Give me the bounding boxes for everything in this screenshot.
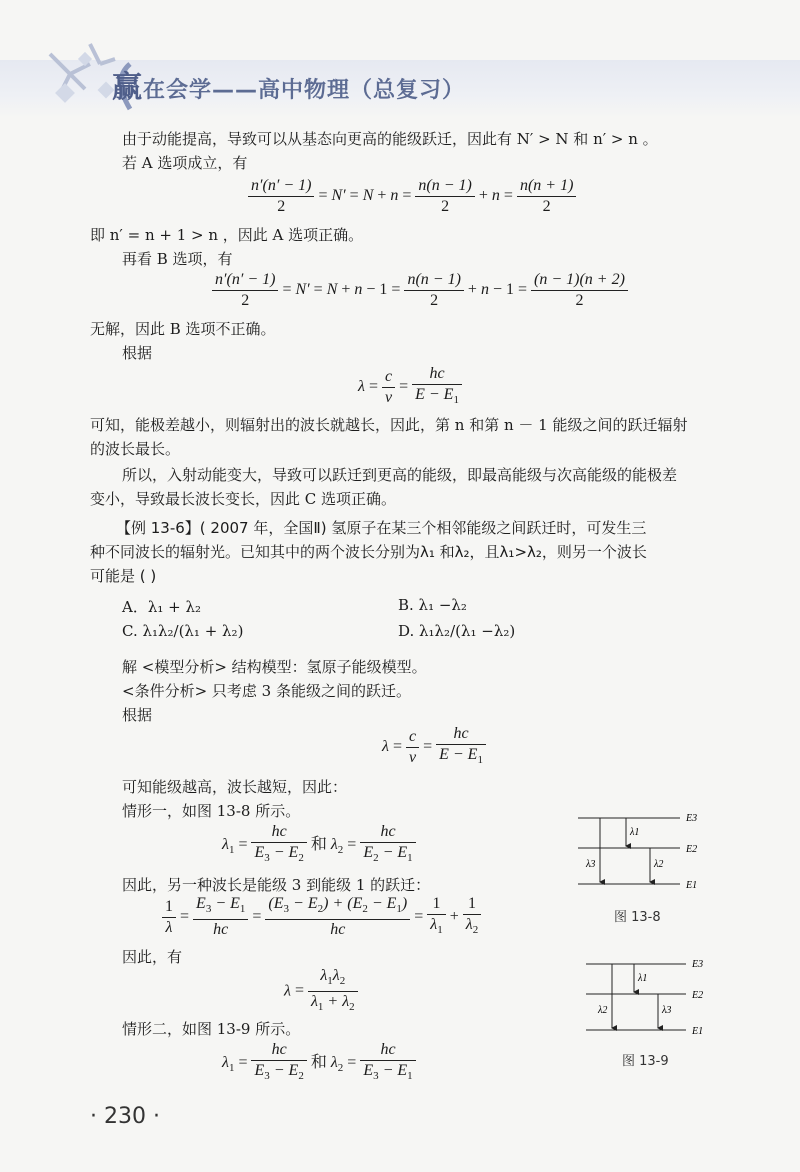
text-line: 若 A 选项成立，有 <box>122 154 248 172</box>
solution-line: 根据 <box>122 706 153 724</box>
equation-lambda-1: λ = $\frac{c}{\nu}$ = $\frac{hc}{E - E_1}$ <box>358 364 462 410</box>
solution-line: 解 <模型分析> 结构模型：氢原子能级模型。 <box>122 658 427 676</box>
option-c: C. λ₁λ₂/(λ₁ + λ₂) <box>122 622 244 640</box>
text-line: 无解，因此 B 选项不正确。 <box>90 320 276 338</box>
option-b: B. λ₁ −λ₂ <box>398 596 467 614</box>
level-label-e1: E1 <box>692 1026 704 1037</box>
figure-caption-13-9: 图 13-9 <box>622 1054 669 1069</box>
equation-result: λ = $\frac{\lambda_1\lambda_2}{\lambda_1 + \lambda_2}$ <box>284 966 358 1017</box>
arrow-label-lambda3: λ3 <box>662 1005 672 1016</box>
example-line: 种不同波长的辐射光。已知其中的两个波长分别为λ₁ 和λ₂，且λ₁>λ₂，则另一个波长 <box>90 543 647 561</box>
arrow-label-lambda1: λ1 <box>638 973 648 984</box>
text-line: 可知，能极差越小，则辐射出的波长就越长，因此，第 n 和第 n － 1 能级之间的跃迁辐射 <box>90 416 688 434</box>
page-number: · 230 · <box>90 1104 160 1129</box>
arrow-label-lambda1: λ1 <box>630 827 640 838</box>
header-title-big: 赢 <box>112 70 143 105</box>
text-line: 变小，导致最长波长变长，因此 C 选项正确。 <box>90 490 397 508</box>
level-label-e2: E2 <box>692 990 704 1001</box>
level-label-e1: E1 <box>686 880 698 891</box>
arrow-label-lambda3: λ3 <box>586 859 596 870</box>
energy-level-figure-13-9 <box>578 954 718 1040</box>
text-line: 由于动能提高，导致可以从基态向更高的能级跃迁，因此有 N′ > N 和 n′ > n 。 <box>122 130 658 148</box>
equation-a: $\frac{n'(n' - 1)}{2}$ = N′ = N + n = $\frac{n(n - 1)}{2}$ + n = $\frac{n(n + 1)}{2}$ <box>248 176 576 217</box>
level-label-e3: E3 <box>686 813 698 824</box>
text-line: 再看 B 选项，有 <box>122 250 233 268</box>
equation-inverse: $\frac{1}{\lambda}$ = $\frac{E_3 - E_1}{hc}$ = $\frac{(E_3 - E_2) + (E_2 - E_1)}{hc}$ = $\frac{1}{\lambda_1}$ + $\frac{1}{\lambda_2}$ <box>162 894 481 940</box>
example-line: 【例 13-6】( 2007 年，全国Ⅱ) 氢原子在某三个相邻能级之间跃迁时，可发生三 <box>116 519 647 537</box>
solution-line: <条件分析> 只考虑 3 条能级之间的跃迁。 <box>122 682 411 700</box>
solution-line: 情形一，如图 13-8 所示。 <box>122 802 301 820</box>
header-title-rest: 在会学——高中物理（总复习） <box>143 78 466 103</box>
solution-line: 因此，另一种波长是能级 3 到能级 1 的跃迁： <box>122 876 431 894</box>
option-a: A．λ₁ + λ₂ <box>122 598 201 616</box>
equation-case1: $\lambda_1$ = $\frac{hc}{E_3 - E_2}$ 和 $\lambda_2$ = $\frac{hc}{E_2 - E_1}$ <box>222 822 416 868</box>
solution-line: 情形二，如图 13-9 所示。 <box>122 1020 301 1038</box>
level-label-e3: E3 <box>692 959 704 970</box>
solution-line: 因此，有 <box>122 948 183 966</box>
header-title <box>112 62 465 106</box>
option-d: D. λ₁λ₂/(λ₁ −λ₂) <box>398 622 516 640</box>
text-line: 所以，入射动能变大，导致可以跃迁到更高的能级，即最高能级与次高能级的能极差 <box>122 466 678 484</box>
arrow-label-lambda2: λ2 <box>598 1005 608 1016</box>
arrow-label-lambda2: λ2 <box>654 859 664 870</box>
text-line: 即 n′ = n + 1 > n ，因此 A 选项正确。 <box>90 226 364 244</box>
text-line: 的波长最长。 <box>90 440 181 458</box>
equation-b: $\frac{n'(n' - 1)}{2}$ = N′ = N + n − 1 = $\frac{n(n - 1)}{2}$ + n − 1 = $\frac{(n - 1)(n + 2)}{2}$ <box>212 270 628 311</box>
text-line: 根据 <box>122 344 153 362</box>
equation-lambda-2: λ = $\frac{c}{\nu}$ = $\frac{hc}{E - E_1}$ <box>382 724 486 770</box>
example-line: 可能是 ( ) <box>90 567 157 585</box>
equation-case2: $\lambda_1$ = $\frac{hc}{E_3 - E_2}$ 和 $\lambda_2$ = $\frac{hc}{E_3 - E_1}$ <box>222 1040 416 1086</box>
solution-line: 可知能级越高，波长越短，因此： <box>122 778 348 796</box>
energy-level-figure-13-8 <box>570 808 710 892</box>
level-label-e2: E2 <box>686 844 698 855</box>
figure-caption-13-8: 图 13-8 <box>614 910 661 925</box>
